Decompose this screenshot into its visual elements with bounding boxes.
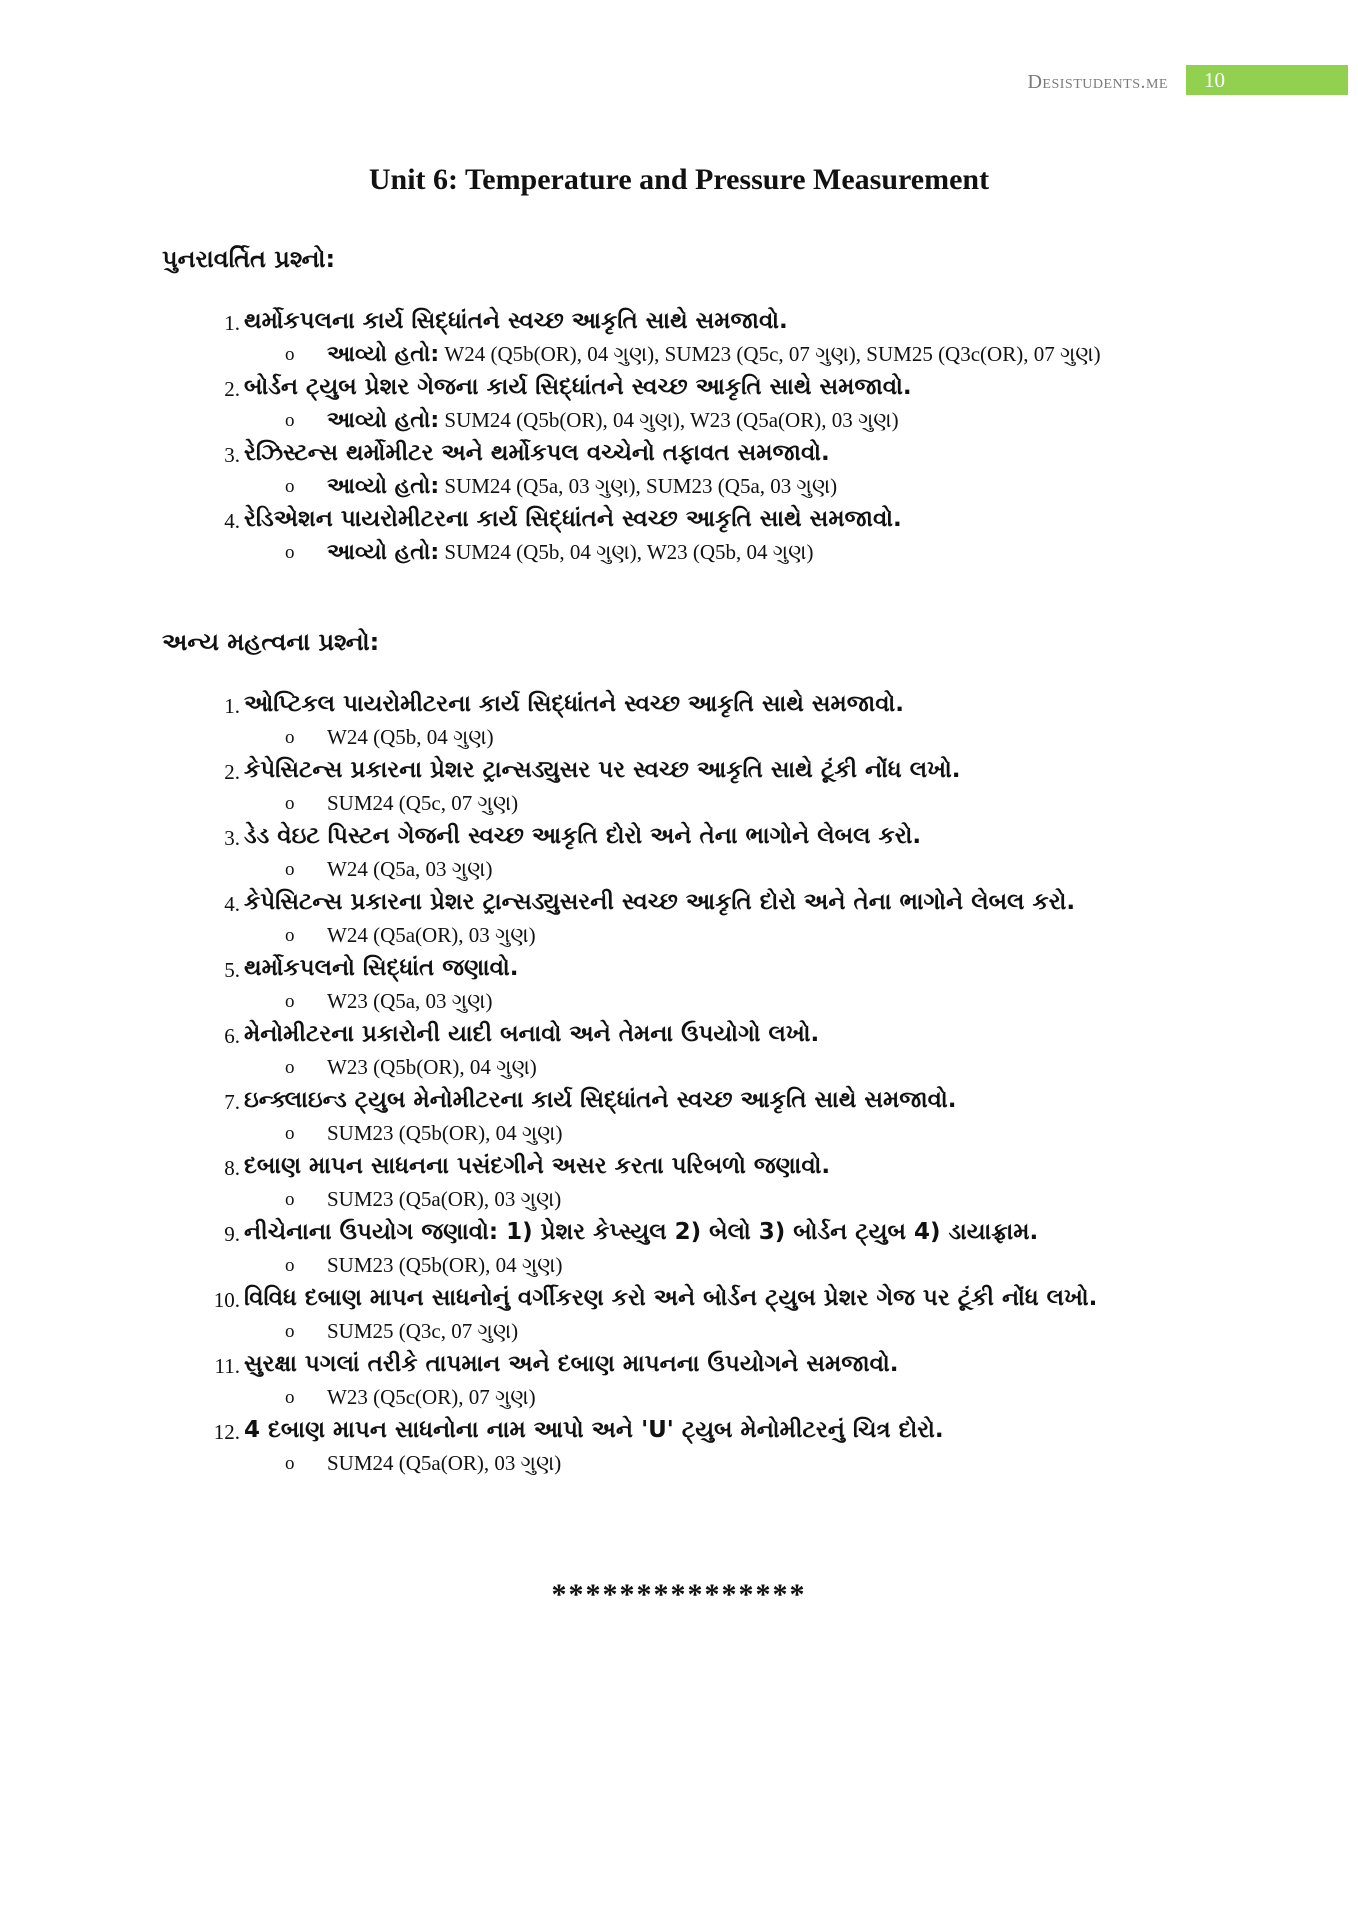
list-item bbox=[0, 437, 1358, 503]
question-text: નીચેનાના ઉપયોગ જણાવો: 1) પ્રેશર કેપ્સ્યુલ 2) બેલો 3) બોર્ડન ટ્યુબ 4) ડાયાફ્રામ. bbox=[244, 1219, 1039, 1245]
question-source bbox=[285, 338, 1177, 371]
question-text: મેનોમીટરના પ્રકારોની યાદી બનાવો અને તેમના ઉપયોગો લખો. bbox=[244, 1021, 820, 1047]
question-number: 9. bbox=[224, 1222, 240, 1246]
bullet-icon: o bbox=[285, 344, 295, 365]
question-number: 4. bbox=[224, 509, 240, 533]
question-number: 4. bbox=[224, 892, 240, 916]
question-source bbox=[285, 404, 1177, 437]
exam-info: SUM24 (Q5b(OR), 04 ગુણ), W23 (Q5a(OR), 03 ગુણ) bbox=[444, 408, 899, 432]
list-item bbox=[0, 1414, 1358, 1480]
exam-info: SUM25 (Q3c, 07 ગુણ) bbox=[327, 1319, 519, 1343]
question-text: બોર્ડન ટ્યુબ પ્રેશર ગેજના કાર્ય સિદ્ધાંતને સ્વચ્છ આકૃતિ સાથે સમજાવો. bbox=[244, 374, 912, 400]
bullet-icon: o bbox=[285, 793, 295, 814]
list-item bbox=[0, 305, 1358, 371]
question-number: 2. bbox=[224, 377, 240, 401]
list-item bbox=[0, 688, 1358, 754]
list-item bbox=[0, 1084, 1358, 1150]
repeated-questions-heading: પુનરાવર્તિત પ્રશ્નો: bbox=[162, 245, 336, 273]
bullet-icon: o bbox=[285, 1123, 295, 1144]
question-text: ઓપ્ટિકલ પાયરોમીટરના કાર્ય સિદ્ધાંતને સ્વચ્છ આકૃતિ સાથે સમજાવો. bbox=[244, 691, 905, 717]
question-source bbox=[285, 1381, 1177, 1414]
question-number: 12. bbox=[213, 1420, 240, 1444]
list-item bbox=[0, 1150, 1358, 1216]
important-questions-list bbox=[0, 688, 1358, 1480]
question-number: 2. bbox=[224, 760, 240, 784]
question-number: 10. bbox=[213, 1288, 240, 1312]
exam-info: SUM23 (Q5b(OR), 04 ગુણ) bbox=[327, 1121, 563, 1145]
asked-label: આવ્યો હતો: bbox=[327, 342, 440, 367]
bullet-icon: o bbox=[285, 1255, 295, 1276]
asked-label: આવ્યો હતો: bbox=[327, 408, 440, 433]
list-item bbox=[0, 886, 1358, 952]
page-header bbox=[0, 65, 1358, 97]
question-source bbox=[285, 1315, 1177, 1348]
question-source bbox=[285, 919, 1177, 952]
question-text: સુરક્ષા પગલાં તરીકે તાપમાન અને દબાણ માપનના ઉપયોગને સમજાવો. bbox=[244, 1351, 899, 1377]
exam-info: W24 (Q5a, 03 ગુણ) bbox=[327, 857, 493, 881]
bullet-icon: o bbox=[285, 991, 295, 1012]
site-name: Desistudents.me bbox=[1027, 71, 1168, 93]
exam-info: SUM24 (Q5a(OR), 03 ગુણ) bbox=[327, 1451, 562, 1475]
exam-info: W23 (Q5c(OR), 07 ગુણ) bbox=[327, 1385, 536, 1409]
question-source bbox=[285, 1447, 1177, 1480]
question-text: થર્મોકપલનો સિદ્ધાંત જણાવો. bbox=[244, 955, 519, 981]
question-text: ઇન્ક્લાઇન્ડ ટ્યુબ મેનોમીટરના કાર્ય સિદ્ધાંતને સ્વચ્છ આકૃતિ સાથે સમજાવો. bbox=[244, 1087, 957, 1113]
question-source bbox=[285, 721, 1177, 754]
question-text: કેપેસિટન્સ પ્રકારના પ્રેશર ટ્રાન્સડ્યુસર પર સ્વચ્છ આકૃતિ સાથે ટૂંકી નોંધ લખો. bbox=[244, 757, 961, 783]
list-item bbox=[0, 754, 1358, 820]
question-text: થર્મોકપલના કાર્ય સિદ્ધાંતને સ્વચ્છ આકૃતિ સાથે સમજાવો. bbox=[244, 308, 788, 334]
bullet-icon: o bbox=[285, 859, 295, 880]
question-text: ડેડ વેઇટ પિસ્ટન ગેજની સ્વચ્છ આકૃતિ દોરો અને તેના ભાગોને લેબલ કરો. bbox=[244, 823, 922, 849]
question-source bbox=[285, 853, 1177, 886]
question-number: 7. bbox=[224, 1090, 240, 1114]
bullet-icon: o bbox=[285, 1189, 295, 1210]
question-source bbox=[285, 1051, 1177, 1084]
question-text: કેપેસિટન્સ પ્રકારના પ્રેશર ટ્રાન્સડ્યુસરની સ્વચ્છ આકૃતિ દોરો અને તેના ભાગોને લેબલ કરો. bbox=[244, 889, 1076, 915]
bullet-icon: o bbox=[285, 1321, 295, 1342]
bullet-icon: o bbox=[285, 1453, 295, 1474]
question-source bbox=[285, 1183, 1177, 1216]
question-number: 5. bbox=[224, 958, 240, 982]
exam-info: W24 (Q5b(OR), 04 ગુણ), SUM23 (Q5c, 07 ગુણ), SUM25 (Q3c(OR), 07 ગુણ) bbox=[444, 342, 1101, 366]
question-number: 8. bbox=[224, 1156, 240, 1180]
exam-info: SUM23 (Q5b(OR), 04 ગુણ) bbox=[327, 1253, 563, 1277]
bullet-icon: o bbox=[285, 1387, 295, 1408]
list-item bbox=[0, 1348, 1358, 1414]
page-title: Unit 6: Temperature and Pressure Measurement bbox=[368, 163, 990, 196]
question-source bbox=[285, 1249, 1177, 1282]
bullet-icon: o bbox=[285, 410, 295, 431]
exam-info: SUM24 (Q5a, 03 ગુણ), SUM23 (Q5a, 03 ગુણ) bbox=[444, 474, 838, 498]
question-text: વિવિધ દબાણ માપન સાધનોનું વર્ગીકરણ કરો અને બોર્ડન ટ્યુબ પ્રેશર ગેજ પર ટૂંકી નોંધ લખો. bbox=[244, 1285, 1098, 1311]
question-number: 6. bbox=[224, 1024, 240, 1048]
exam-info: W23 (Q5b(OR), 04 ગુણ) bbox=[327, 1055, 537, 1079]
question-source bbox=[285, 985, 1177, 1018]
question-number: 3. bbox=[224, 826, 240, 850]
question-number: 3. bbox=[224, 443, 240, 467]
question-text: દબાણ માપન સાધનના પસંદગીને અસર કરતા પરિબળો જણાવો. bbox=[244, 1153, 831, 1179]
exam-info: SUM24 (Q5c, 07 ગુણ) bbox=[327, 791, 519, 815]
question-source bbox=[285, 787, 1177, 820]
list-item bbox=[0, 820, 1358, 886]
important-questions-heading: અન્ય મહત્વના પ્રશ્નો: bbox=[162, 628, 380, 656]
list-item bbox=[0, 952, 1358, 1018]
list-item bbox=[0, 503, 1358, 569]
question-source bbox=[285, 470, 1177, 503]
repeated-questions-list bbox=[0, 305, 1358, 569]
question-number: 11. bbox=[214, 1354, 240, 1378]
exam-info: W24 (Q5b, 04 ગુણ) bbox=[327, 725, 494, 749]
bullet-icon: o bbox=[285, 1057, 295, 1078]
bullet-icon: o bbox=[285, 925, 295, 946]
list-item bbox=[0, 371, 1358, 437]
question-source bbox=[285, 1117, 1177, 1150]
list-item bbox=[0, 1282, 1358, 1348]
exam-info: SUM24 (Q5b, 04 ગુણ), W23 (Q5b, 04 ગુણ) bbox=[444, 540, 814, 564]
end-of-section-stars: *************** bbox=[551, 1578, 807, 1611]
question-text: 4 દબાણ માપન સાધનોના નામ આપો અને 'U' ટ્યુબ મેનોમીટરનું ચિત્ર દોરો. bbox=[244, 1417, 944, 1443]
question-source bbox=[285, 536, 1177, 569]
list-item bbox=[0, 1216, 1358, 1282]
list-item bbox=[0, 1018, 1358, 1084]
page-number-badge: 10 bbox=[1186, 65, 1348, 95]
question-number: 1. bbox=[224, 694, 240, 718]
bullet-icon: o bbox=[285, 542, 295, 563]
exam-info: SUM23 (Q5a(OR), 03 ગુણ) bbox=[327, 1187, 562, 1211]
exam-info: W24 (Q5a(OR), 03 ગુણ) bbox=[327, 923, 536, 947]
exam-info: W23 (Q5a, 03 ગુણ) bbox=[327, 989, 493, 1013]
asked-label: આવ્યો હતો: bbox=[327, 540, 440, 565]
asked-label: આવ્યો હતો: bbox=[327, 474, 440, 499]
question-text: રેઝિસ્ટન્સ થર્મોમીટર અને થર્મોકપલ વચ્ચેનો તફાવત સમજાવો. bbox=[244, 440, 830, 466]
bullet-icon: o bbox=[285, 727, 295, 748]
question-text: રેડિએશન પાયરોમીટરના કાર્ય સિદ્ધાંતને સ્વચ્છ આકૃતિ સાથે સમજાવો. bbox=[244, 506, 902, 532]
bullet-icon: o bbox=[285, 476, 295, 497]
question-number: 1. bbox=[224, 311, 240, 335]
